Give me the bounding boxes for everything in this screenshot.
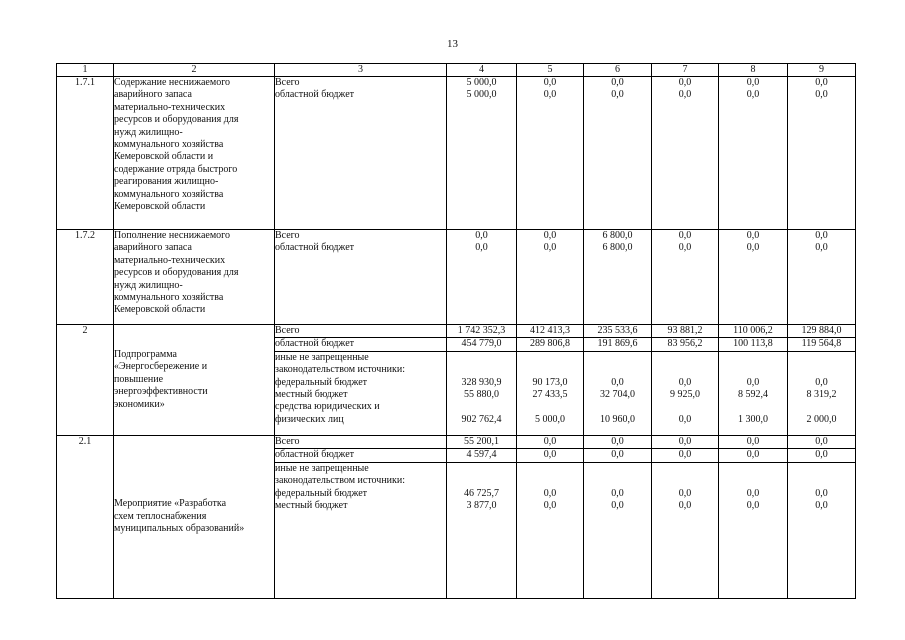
cell-spacer [584, 401, 651, 413]
value-cell [719, 436, 788, 599]
value-cell [788, 230, 856, 325]
cell-line: 0,0 [678, 89, 692, 101]
header-cell: 3 [275, 64, 447, 77]
cell-line: 0,0 [611, 376, 624, 388]
cell-spacer [652, 352, 718, 364]
cell-spacer [719, 475, 787, 487]
cell-spacer [788, 463, 855, 475]
cell-line: ресурсов и оборудования для [114, 114, 239, 126]
value-cell [447, 77, 517, 230]
cell-line: Пополнение неснижаемого [114, 230, 231, 241]
cell-spacer [788, 475, 855, 487]
header-cell: 9 [788, 64, 856, 77]
cell-line: 0,0 [678, 77, 692, 88]
value-cell [584, 325, 652, 436]
cell-line: Мероприятие «Разработка [114, 498, 227, 510]
cell-line: местный бюджет [275, 388, 348, 400]
value-cell [788, 325, 856, 436]
value-cell [584, 436, 652, 599]
cell-line: схем теплоснабжения [114, 510, 207, 522]
row-sources [275, 325, 447, 436]
cell-line: энергоэффективности [114, 386, 208, 398]
cell-spacer [447, 463, 516, 475]
cell-spacer [719, 364, 787, 376]
cell-line: иные не запрещенные [275, 351, 369, 363]
cell-line: Кемеровской области [114, 304, 206, 316]
cell-spacer [788, 352, 855, 364]
cell-line: 5 000,0 [535, 413, 565, 425]
cell-line: 0,0 [678, 242, 692, 254]
cell-line: 32 704,0 [600, 388, 635, 400]
cell-line: 0,0 [746, 499, 760, 511]
cell-line: 0,0 [815, 376, 828, 388]
cell-line: 0,0 [746, 487, 760, 499]
cell-line: федеральный бюджет [275, 376, 368, 388]
cell-spacer [517, 364, 583, 376]
cell-line: 6 800,0 [602, 242, 633, 254]
value-cell [517, 325, 584, 436]
cell-line: 2 000,0 [806, 413, 837, 425]
cell-line: 0,0 [543, 89, 557, 101]
row-name [114, 436, 275, 599]
cell-line: муниципальных образований» [114, 523, 245, 535]
cell-line: 0,0 [543, 499, 557, 511]
cell-line: 129 884,0 [788, 325, 855, 338]
cell-line: 4 597,4 [447, 449, 516, 462]
cell-line: 289 806,8 [517, 338, 583, 351]
cell-line: 0,0 [475, 230, 488, 241]
cell-line: областной бюджет [275, 338, 446, 351]
cell-line: законодательством источники: [275, 364, 406, 376]
cell-line: средства юридических и [275, 401, 380, 413]
cell-spacer [652, 401, 718, 413]
value-cell [447, 325, 517, 436]
cell-line: коммунального хозяйства [114, 138, 224, 150]
cell-line: 90 173,0 [532, 376, 568, 388]
row-code: 1.7.1 [57, 77, 114, 230]
cell-spacer [584, 352, 651, 364]
cell-spacer [447, 475, 516, 487]
row-name [114, 325, 275, 436]
cell-line: 0,0 [543, 77, 557, 88]
cell-line: ресурсов и оборудования для [114, 267, 239, 279]
cell-line: нужд жилищно- [114, 279, 183, 291]
cell-line: содержание отряда быстрого [114, 163, 238, 175]
cell-line: областной бюджет [275, 242, 355, 254]
cell-spacer [652, 475, 718, 487]
cell-line: 6 800,0 [602, 230, 633, 241]
table-row [57, 436, 856, 599]
cell-line: 100 113,8 [719, 338, 787, 351]
cell-line: 0,0 [746, 230, 760, 241]
value-cell [719, 230, 788, 325]
cell-line: Подпрограмма [114, 349, 177, 361]
table-header-row [57, 64, 856, 77]
cell-line: 454 779,0 [447, 338, 516, 351]
cell-spacer [719, 401, 787, 413]
budget-table [56, 63, 856, 599]
header-cell: 7 [652, 64, 719, 77]
cell-line: 83 956,2 [652, 338, 718, 351]
cell-spacer [584, 463, 651, 475]
table-row [57, 325, 856, 436]
cell-spacer [447, 352, 516, 364]
cell-spacer [719, 463, 787, 475]
cell-line: 1 300,0 [738, 413, 768, 425]
cell-line: 9 925,0 [670, 388, 700, 400]
cell-line: 0,0 [584, 436, 651, 449]
cell-spacer [447, 401, 516, 413]
value-cell [517, 77, 584, 230]
cell-spacer [652, 364, 718, 376]
cell-line: Всего [275, 436, 446, 449]
header-cell: 8 [719, 64, 788, 77]
cell-line: 10 960,0 [600, 413, 635, 425]
cell-line: 191 869,6 [584, 338, 651, 351]
cell-line: 0,0 [678, 487, 692, 499]
value-cell [719, 325, 788, 436]
cell-line: 0,0 [815, 499, 828, 511]
header-cell: 1 [57, 64, 114, 77]
cell-line: аварийного запаса [114, 89, 192, 101]
cell-line: 0,0 [678, 230, 692, 241]
value-cell [652, 230, 719, 325]
cell-spacer [517, 401, 583, 413]
cell-line: 0,0 [543, 242, 557, 254]
cell-line: 0,0 [815, 230, 828, 241]
value-cell [652, 325, 719, 436]
cell-line: Кемеровской области и [114, 151, 214, 163]
cell-line: 0,0 [652, 449, 718, 462]
cell-line: 0,0 [678, 376, 692, 388]
cell-line: 0,0 [788, 436, 855, 449]
row-code: 2.1 [57, 436, 114, 599]
cell-line: 0,0 [746, 77, 760, 88]
cell-line: экономики» [114, 398, 165, 410]
row-name [114, 77, 275, 230]
cell-spacer [788, 401, 855, 413]
row-name [114, 230, 275, 325]
cell-line: 0,0 [678, 413, 692, 425]
cell-line: 5 000,0 [466, 89, 497, 101]
cell-line: 5 000,0 [466, 77, 497, 88]
value-cell [447, 436, 517, 599]
cell-line: 0,0 [788, 449, 855, 462]
cell-line: 0,0 [746, 376, 760, 388]
cell-line: повышение [114, 373, 164, 385]
cell-spacer [584, 364, 651, 376]
cell-line: 8 592,4 [738, 388, 768, 400]
cell-line: материально-технических [114, 101, 226, 113]
cell-line: 0,0 [475, 242, 488, 254]
value-cell [719, 77, 788, 230]
cell-spacer [719, 352, 787, 364]
cell-line: 0,0 [719, 436, 787, 449]
value-cell [652, 77, 719, 230]
cell-line: 0,0 [611, 77, 624, 88]
header-cell: 2 [114, 64, 275, 77]
cell-line: Всего [275, 77, 300, 88]
row-code: 2 [57, 325, 114, 436]
cell-line: 328 930,9 [461, 376, 502, 388]
cell-line: 0,0 [611, 487, 624, 499]
cell-line: 55 200,1 [447, 436, 516, 449]
row-code: 1.7.2 [57, 230, 114, 325]
cell-line: 0,0 [719, 449, 787, 462]
cell-line: областной бюджет [275, 89, 355, 101]
cell-line: 0,0 [543, 487, 557, 499]
cell-line: 27 433,5 [532, 388, 568, 400]
cell-spacer [584, 475, 651, 487]
row-sources [275, 230, 447, 325]
header-cell: 5 [517, 64, 584, 77]
cell-line: 0,0 [584, 449, 651, 462]
value-cell [517, 436, 584, 599]
cell-spacer [517, 475, 583, 487]
cell-line: 0,0 [652, 436, 718, 449]
cell-line: реагирования жилищно- [114, 176, 219, 188]
cell-line: материально-технических [114, 254, 226, 266]
cell-line: 902 762,4 [461, 413, 502, 425]
cell-spacer [447, 364, 516, 376]
cell-spacer [788, 364, 855, 376]
table-row [57, 77, 856, 230]
cell-line: 119 564,8 [788, 338, 855, 351]
cell-line: 0,0 [543, 230, 557, 241]
cell-line: коммунального хозяйства [114, 291, 224, 303]
cell-line: Содержание неснижаемого [114, 77, 231, 88]
cell-line: 0,0 [746, 242, 760, 254]
cell-line: законодательством источники: [275, 475, 406, 487]
cell-line: 0,0 [815, 77, 828, 88]
cell-line: 0,0 [517, 449, 583, 462]
cell-line: федеральный бюджет [275, 487, 368, 499]
cell-spacer [517, 352, 583, 364]
value-cell [584, 77, 652, 230]
cell-line: 0,0 [746, 89, 760, 101]
page-number: 13 [447, 38, 458, 50]
cell-line: физических лиц [275, 413, 344, 425]
cell-line: 0,0 [611, 89, 624, 101]
cell-spacer [652, 463, 718, 475]
cell-line: 0,0 [815, 487, 828, 499]
cell-line: 3 877,0 [466, 499, 497, 511]
header-cell: 4 [447, 64, 517, 77]
cell-line: Всего [275, 325, 446, 338]
cell-line: 46 725,7 [464, 487, 499, 499]
cell-line: 235 533,6 [584, 325, 651, 338]
cell-line: коммунального хозяйства [114, 188, 224, 200]
cell-line: областной бюджет [275, 449, 446, 462]
value-cell [652, 436, 719, 599]
cell-line: Кемеровской области [114, 200, 206, 212]
cell-line: нужд жилищно- [114, 126, 183, 138]
cell-line: «Энергосбережение и [114, 361, 208, 373]
value-cell [788, 436, 856, 599]
cell-line: иные не запрещенные [275, 462, 369, 474]
cell-line: 8 319,2 [806, 388, 837, 400]
cell-line: Всего [275, 230, 300, 241]
cell-line: 55 880,0 [464, 388, 499, 400]
cell-line: 0,0 [678, 499, 692, 511]
cell-line: местный бюджет [275, 499, 348, 511]
value-cell [447, 230, 517, 325]
cell-line: 93 881,2 [652, 325, 718, 338]
cell-line: 0,0 [611, 499, 624, 511]
cell-line: 0,0 [517, 436, 583, 449]
cell-line: 1 742 352,3 [447, 325, 516, 338]
cell-line: 412 413,3 [517, 325, 583, 338]
value-cell [584, 230, 652, 325]
value-cell [517, 230, 584, 325]
cell-line: аварийного запаса [114, 242, 192, 254]
table-row [57, 230, 856, 325]
value-cell [788, 77, 856, 230]
row-sources [275, 77, 447, 230]
header-cell: 6 [584, 64, 652, 77]
row-sources [275, 436, 447, 599]
cell-spacer [517, 463, 583, 475]
cell-line: 0,0 [815, 242, 828, 254]
cell-line: 110 006,2 [719, 325, 787, 338]
cell-line: 0,0 [815, 89, 828, 101]
